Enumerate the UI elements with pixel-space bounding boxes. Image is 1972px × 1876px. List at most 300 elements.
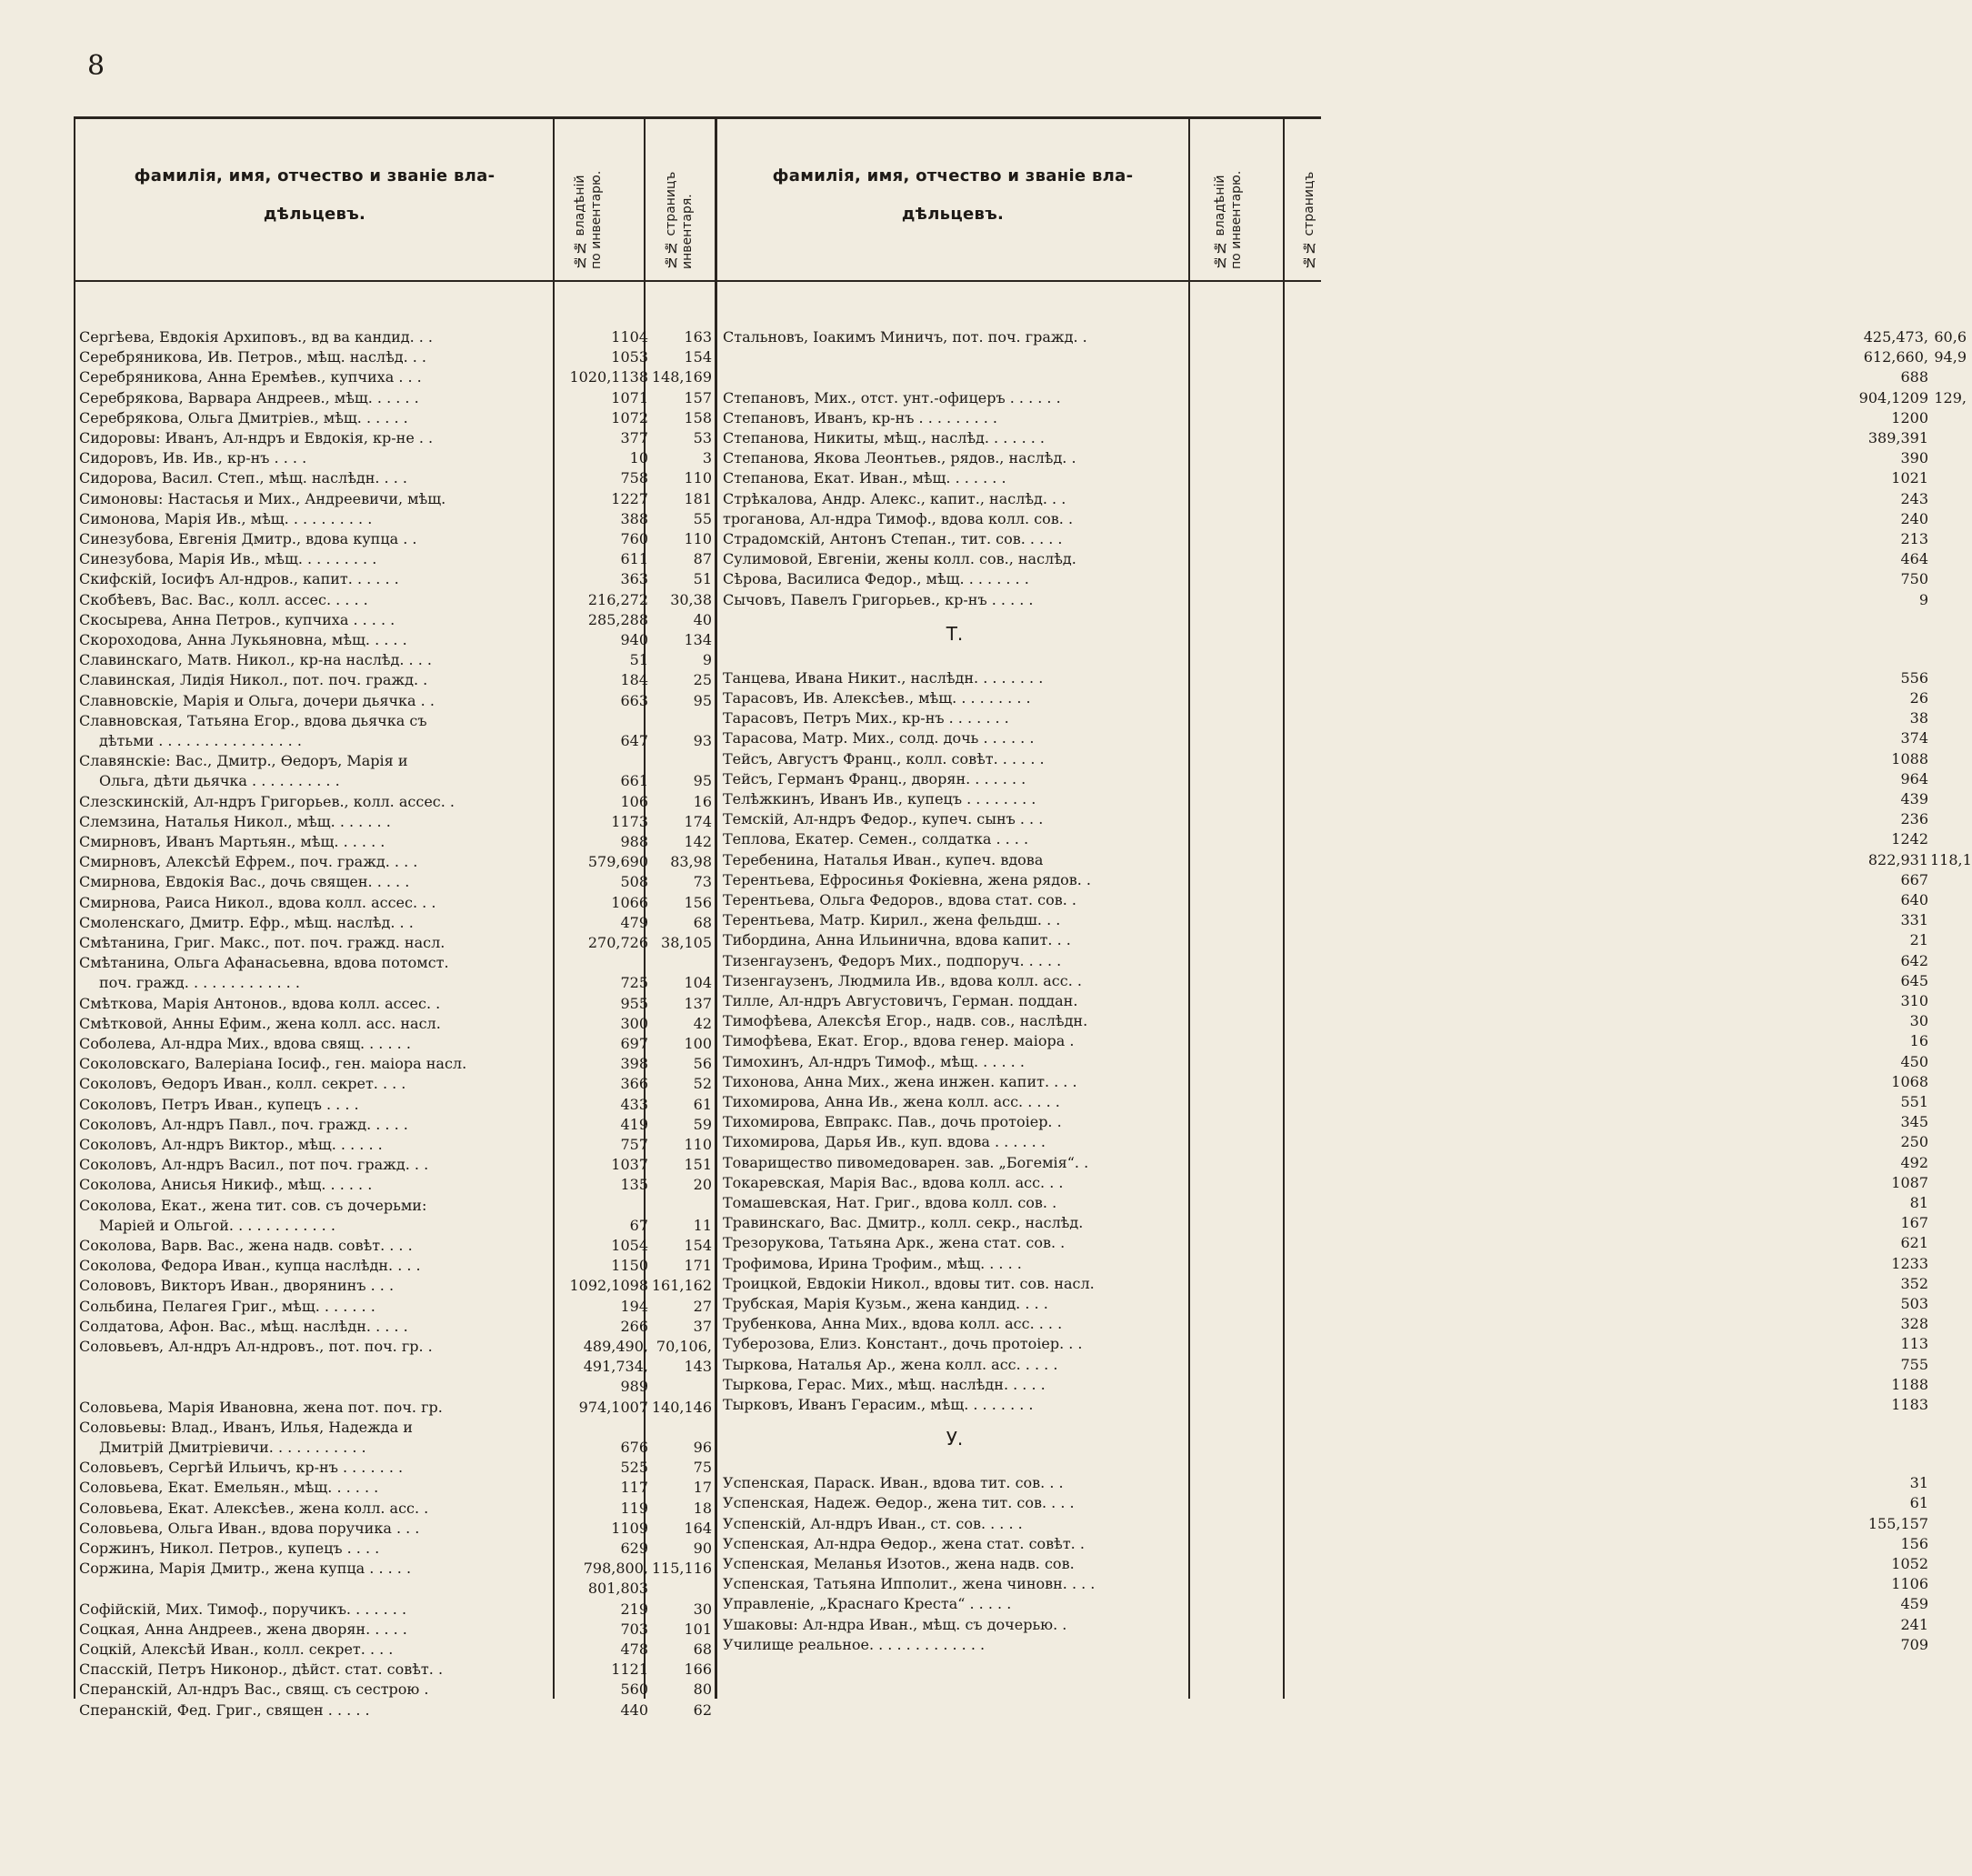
owner-name: Сулимовой, Евгеніи, жены колл. сов., наслѣд. [723, 550, 1076, 568]
inventory-number: 240 [1900, 509, 1928, 527]
inventory-number: 61 [1909, 1494, 1928, 1512]
inventory-number: 398 [620, 1055, 648, 1073]
owner-row [79, 1034, 712, 1054]
owner-name: Смирнова, Евдокія Вас., дочь священ. . . . . [79, 873, 410, 891]
inventory-number: 1200 [1891, 408, 1928, 426]
owner-name: Маріей и Ольгой. . . . . . . . . . . . [99, 1216, 335, 1234]
owner-row [723, 1274, 1928, 1294]
owner-name: Тейсъ, Августъ Франц., колл. совѣт. . . . . . [723, 749, 1045, 767]
inventory-number: 352 [1900, 1274, 1928, 1292]
inventory-number: 1066 [611, 893, 648, 911]
inventory-number: 1052 [1891, 1555, 1928, 1572]
inventory-number: 647 [620, 732, 648, 749]
owner-name: Соцкая, Анна Андреев., жена дворян. . . . . [79, 1620, 407, 1638]
owner-row [79, 428, 712, 448]
owner-name: Степанова, Никиты, мѣщ., наслѣд. . . . . . . [723, 429, 1045, 446]
owner-row [723, 1052, 1928, 1072]
owner-name: Сѣрова, Василиса Федор., мѣщ. . . . . . . . [723, 570, 1029, 588]
inventory-number: 725 [620, 974, 648, 992]
owner-name: Соколовъ, Петръ Иван., купецъ . . . . [79, 1095, 359, 1113]
inventory-number: 491,734, [583, 1358, 648, 1376]
owner-name: Успенская, Ал-ндра Ѳедор., жена стат. совѣт. . [723, 1534, 1085, 1552]
owner-row [79, 1135, 712, 1155]
owner-name: Солдатова, Афон. Вас., мѣщ. наслѣдн. . . . . [79, 1317, 408, 1335]
inventory-number: 26 [1909, 689, 1928, 707]
inventory-number: 9 [1918, 590, 1928, 608]
inventory-page: 154 [684, 1237, 712, 1254]
inventory-number: 31 [1909, 1474, 1928, 1492]
owner-name: Симоновы: Настасья и Мих., Андреевичи, мѣщ. [79, 489, 446, 507]
inventory-number: 1233 [1891, 1254, 1928, 1272]
owner-row [79, 872, 712, 892]
inventory-page: 164 [684, 1519, 712, 1537]
inventory-number: 243 [1900, 489, 1928, 507]
inventory-page: 30 [693, 1600, 712, 1618]
owner-row [79, 408, 712, 428]
inventory-number: 1068 [1891, 1072, 1928, 1090]
inventory-number: 213 [1900, 530, 1928, 547]
owner-row [79, 1519, 712, 1539]
inventory-number: 1053 [611, 348, 648, 366]
owner-row [79, 1377, 712, 1397]
inventory-number: 16 [1909, 1032, 1928, 1050]
inventory-number: 757 [620, 1136, 648, 1153]
inventory-number: 640 [1900, 891, 1928, 908]
owner-row [723, 569, 1928, 589]
owner-name: Трубенкова, Анна Мих., вдова колл. асс. . . . [723, 1315, 1063, 1333]
owner-row [79, 1579, 712, 1599]
inventory-page: 62 [693, 1700, 712, 1719]
owner-name: Спасскій, Петръ Никонор., дѣйст. стат. совѣт. . [79, 1660, 444, 1679]
owner-name: Ушаковы: Ал-ндра Иван., мѣщ. съ дочерью. . [723, 1615, 1067, 1633]
inventory-page: 20 [693, 1176, 712, 1194]
inventory-number: 310 [1900, 992, 1928, 1009]
inventory-number: 119 [620, 1499, 648, 1517]
owner-row [723, 1254, 1928, 1274]
inventory-page: 40 [693, 610, 712, 628]
owner-row [79, 1680, 712, 1700]
owner-row [79, 994, 712, 1014]
owner-row [723, 749, 1928, 769]
inventory-page: 140,146 [651, 1398, 712, 1416]
inventory-page: 3 [702, 449, 712, 467]
inventory-number: 525 [620, 1459, 648, 1477]
inventory-page: 11 [693, 1216, 712, 1234]
inventory-number: 106 [620, 792, 648, 810]
inventory-number: 425,473, [1863, 328, 1928, 346]
owner-row [723, 529, 1928, 549]
owner-name: Солововъ, Викторъ Иван., дворянинъ . . . [79, 1277, 395, 1295]
inventory-number: 216,272 [587, 590, 648, 608]
owner-row [723, 327, 1967, 347]
inventory-number: 389,391 [1867, 429, 1928, 446]
inventory-page: 110 [684, 469, 712, 487]
owner-name: Телѣжкинъ, Иванъ Ив., купецъ . . . . . . . . [723, 790, 1036, 808]
owner-name: Училище реальное. . . . . . . . . . . . . [723, 1635, 986, 1653]
inventory-number: 250 [1900, 1133, 1928, 1151]
owner-row [723, 428, 1928, 448]
owner-name: Тихонова, Анна Мих., жена инжен. капит. . . . [723, 1072, 1077, 1090]
owner-name: Соцкій, Алексѣй Иван., колл. секрет. . . . [79, 1640, 394, 1658]
owner-row [723, 829, 1928, 849]
inventory-page: 110 [684, 530, 712, 547]
inventory-number: 904,1209 [1858, 388, 1928, 406]
owner-row [723, 1493, 1928, 1513]
inventory-page: 171 [684, 1257, 712, 1275]
inventory-number: 135 [620, 1176, 648, 1194]
owner-row [723, 870, 1928, 890]
rule-mid [715, 116, 717, 1699]
owner-name: Сперанскій, Ал-ндръ Вас., свящ. съ сестрою . [79, 1680, 429, 1699]
inventory-number: 1227 [611, 489, 648, 507]
owner-row [79, 933, 712, 953]
owner-row [79, 1418, 712, 1438]
inventory-number: 988 [620, 833, 648, 850]
inventory-number: 661 [620, 772, 648, 790]
owner-row [723, 1334, 1928, 1354]
owner-row [79, 448, 712, 468]
inventory-number: 1020,1138 [569, 368, 648, 386]
inventory-page: 95 [693, 772, 712, 790]
owner-row [79, 812, 712, 832]
inventory-number: 676 [620, 1439, 648, 1456]
owner-row [723, 367, 1928, 387]
owner-row [723, 890, 1928, 910]
inventory-number: 703 [620, 1620, 648, 1638]
owner-row [723, 1112, 1928, 1132]
owner-name: Тизенгаузенъ, Федоръ Мих., подпоруч. . . . . [723, 951, 1062, 969]
owner-name: Трофимова, Ирина Трофим., мѣщ. . . . . [723, 1254, 1022, 1272]
owner-name: Соржинъ, Никол. Петров., купецъ . . . . [79, 1540, 380, 1557]
inventory-number: 433 [620, 1095, 648, 1113]
owner-name: Терентьева, Ефросинья Фокіевна, жена рядов. . [723, 870, 1091, 888]
owner-name: Смирновъ, Иванъ Мартьян., мѣщ. . . . . . [79, 833, 385, 850]
inventory-number: 390 [1900, 449, 1928, 467]
inventory-page: 154 [684, 348, 712, 366]
inventory-number: 621 [1900, 1234, 1928, 1252]
owner-row [723, 1554, 1928, 1574]
inventory-number: 440 [620, 1700, 648, 1719]
owner-name: Тизенгаузенъ, Людмила Ив., вдова колл. асс. . [723, 971, 1082, 989]
inventory-number: 1092,1098 [569, 1277, 648, 1295]
owner-row [79, 489, 712, 509]
inventory-number: 374 [1900, 729, 1928, 747]
owner-row [79, 711, 712, 731]
owner-name: Смѣткова, Марія Антонов., вдова колл. ассес. . [79, 994, 441, 1012]
inventory-page: 115,116 [651, 1560, 712, 1578]
owner-name: Серебрякова, Варвара Андреев., мѣщ. . . . . . [79, 388, 419, 406]
owner-name: Успенская, Меланья Изотов., жена надв. сов. [723, 1555, 1075, 1572]
inventory-page: 18 [693, 1499, 712, 1517]
inventory-number: 10 [629, 449, 648, 467]
owner-row [723, 971, 1928, 991]
inventory-page: 17 [693, 1479, 712, 1497]
owner-row [79, 529, 712, 549]
inventory-number: 1109 [611, 1519, 648, 1537]
header-rule [74, 280, 1321, 282]
owner-name: Дмитрій Дмитріевичи. . . . . . . . . . . [99, 1439, 366, 1456]
owner-name: Соколовъ, Ал-ндръ Павл., поч. гражд. . . . . [79, 1115, 408, 1133]
inventory-page: 181 [684, 489, 712, 507]
owner-row [723, 468, 1928, 488]
owner-row [79, 347, 712, 367]
inventory-page: 104 [684, 974, 712, 992]
owner-row [79, 1458, 712, 1478]
owner-row [723, 509, 1928, 529]
inventory-number: 236 [1900, 810, 1928, 828]
owner-row [723, 590, 1928, 610]
inventory-page: 55 [693, 509, 712, 527]
inventory-page: 52 [693, 1075, 712, 1093]
owner-row [79, 691, 712, 711]
inventory-page: 158 [684, 408, 712, 426]
owner-name: Софійскій, Мих. Тимоф., поручикъ. . . . . . . [79, 1600, 407, 1618]
inventory-page: 134 [684, 631, 712, 648]
inventory-page: 38,105 [661, 934, 712, 951]
inventory-number: 113 [1900, 1335, 1928, 1353]
inventory-number: 1037 [611, 1156, 648, 1174]
header-inv-right: №№ владѣній по инвентарю. [1213, 170, 1244, 269]
owner-name: Славинская, Лидія Никол., пот. поч. гражд. . [79, 671, 428, 689]
owner-name: Симонова, Марія Ив., мѣщ. . . . . . . . . . [79, 509, 373, 527]
owner-name: Степанова, Якова Леонтьев., рядов., наслѣд. . [723, 449, 1076, 467]
top-rule [74, 116, 1321, 119]
owner-name: Степановъ, Мих., отст. унт.-офицеръ . . . . . . [723, 388, 1061, 406]
inventory-page: 163 [684, 328, 712, 346]
owner-name: Соловьева, Ольга Иван., вдова поручика . . . [79, 1519, 420, 1537]
inventory-number: 551 [1900, 1093, 1928, 1110]
owner-row [79, 509, 712, 529]
owner-row [79, 1256, 712, 1276]
inventory-number: 67 [629, 1216, 648, 1234]
owner-name: Слезскинскій, Ал-ндръ Григорьев., колл. ассес. . [79, 792, 455, 810]
owner-name: Тимохинъ, Ал-ндръ Тимоф., мѣщ. . . . . . [723, 1052, 1025, 1070]
owner-row [79, 590, 712, 610]
owner-row [723, 809, 1928, 829]
inventory-page: 59 [693, 1115, 712, 1133]
owner-row [79, 1297, 712, 1317]
owner-row [723, 1635, 1928, 1655]
inventory-number: 508 [620, 873, 648, 891]
inventory-page: 53 [693, 429, 712, 446]
owner-name: трогановa, Ал-ндра Тимоф., вдова колл. сов. . [723, 509, 1074, 527]
owner-row [723, 728, 1928, 748]
owner-name: Троицкой, Евдокіи Никол., вдовы тит. сов. насл. [723, 1274, 1095, 1292]
owner-name: Тихомирова, Анна Ив., жена колл. асс. . . . . [723, 1093, 1060, 1110]
inventory-page: 56 [693, 1055, 712, 1073]
owner-row [79, 1175, 712, 1195]
owner-name: Серебряникова, Ив. Петров., мѣщ. наслѣд. . . [79, 348, 427, 366]
owner-row [723, 789, 1928, 809]
owner-row [723, 448, 1928, 468]
inventory-number: 478 [620, 1640, 648, 1658]
owner-name: Токаревская, Марія Вас., вдова колл. асс. . . [723, 1173, 1064, 1191]
inventory-number: 697 [620, 1035, 648, 1052]
inventory-number: 81 [1909, 1194, 1928, 1211]
owner-name: Тибордина, Анна Ильинична, вдова капит. . . [723, 931, 1071, 949]
owner-name: Темскій, Ал-ндръ Федор., купеч. сынъ . . . [723, 810, 1044, 828]
owner-name: Тихомирова, Евпракс. Пав., дочь протоіер. . [723, 1113, 1062, 1131]
inventory-number: 459 [1900, 1595, 1928, 1613]
owner-row [723, 1534, 1928, 1554]
owner-row [723, 1092, 1928, 1112]
owner-row [723, 408, 1928, 428]
owner-row [79, 327, 712, 347]
inventory-number: 388 [620, 509, 648, 527]
owner-row [723, 1153, 1928, 1173]
inventory-page: 70,106, [656, 1338, 712, 1355]
inventory-number: 345 [1900, 1113, 1928, 1131]
owner-name: Синезубова, Евгенія Дмитр., вдова купца . . [79, 530, 417, 547]
owner-row [723, 1355, 1928, 1375]
inventory-number: 1021 [1891, 469, 1928, 487]
inventory-number: 667 [1900, 870, 1928, 888]
inventory-page: 42 [693, 1014, 712, 1032]
inventory-page: 75 [693, 1459, 712, 1477]
inventory-number: 629 [620, 1540, 648, 1557]
inventory-page: 68 [693, 913, 712, 931]
owner-row [723, 1294, 1928, 1314]
inventory-number: 1054 [611, 1237, 648, 1254]
owner-row [79, 1700, 712, 1721]
owner-name: Успенская, Параск. Иван., вдова тит. сов. . . [723, 1474, 1064, 1492]
owner-name: Тихомирова, Дарья Ив., куп. вдова . . . . . . [723, 1133, 1046, 1151]
owner-name: Соколова, Екат., жена тит. сов. съ дочерьми: [79, 1196, 427, 1214]
owner-name: Славновская, Татьяна Егор., вдова дьячка съ [79, 711, 427, 729]
owner-row [79, 549, 712, 569]
owner-name: Теребенина, Наталья Иван., купеч. вдова [723, 850, 1044, 868]
inventory-page: 142 [684, 833, 712, 850]
owner-name: Тимофѣева, Екат. Егор., вдова генер. маіора . [723, 1032, 1075, 1050]
inventory-number: 156 [1900, 1534, 1928, 1552]
owner-row [79, 1236, 712, 1256]
inventory-page: 73 [693, 873, 712, 891]
owner-name: Славновскіе, Марія и Ольга, дочери дьячка . . [79, 691, 435, 709]
owner-name: Страдомскій, Антонъ Степан., тит. сов. . . . . [723, 530, 1063, 547]
owner-row [723, 910, 1928, 930]
owner-row [79, 792, 712, 812]
owner-name: Смирнова, Раиса Никол., вдова колл. ассес. . . [79, 893, 436, 911]
owner-name: Тимофѣева, Алексѣя Егор., надв. сов., наслѣдн. [723, 1012, 1088, 1030]
inventory-number: 155,157 [1867, 1514, 1928, 1532]
owner-name: Степановъ, Иванъ, кр-нъ . . . . . . . . . [723, 408, 997, 426]
owner-row [79, 1660, 712, 1680]
inventory-number: 300 [620, 1014, 648, 1032]
owner-row [723, 489, 1928, 509]
owner-row [79, 1074, 712, 1094]
inventory-page: 16 [693, 792, 712, 810]
rule-left-outer [74, 116, 75, 1699]
owner-name: дѣтьми . . . . . . . . . . . . . . . . [99, 732, 302, 749]
inventory-page: 166 [684, 1660, 712, 1679]
owner-name: Соболева, Ал-ндра Мих., вдова свящ. . . . . . [79, 1035, 411, 1052]
owner-row [723, 549, 1928, 569]
inventory-page: 61 [693, 1095, 712, 1113]
owner-name: Серебрякова, Ольга Дмитріев., мѣщ. . . . . . [79, 408, 408, 426]
inventory-number: 955 [620, 994, 648, 1012]
inventory-number: 464 [1900, 550, 1928, 568]
inventory-number: 117 [620, 1479, 648, 1497]
owner-row [723, 1011, 1928, 1031]
owner-row [79, 973, 712, 993]
owner-name: Сидорова, Васил. Степ., мѣщ. наслѣдн. . . . [79, 469, 407, 487]
owner-row [723, 1615, 1928, 1635]
inventory-page: 110 [684, 1136, 712, 1153]
owner-name: Соловьевъ, Сергѣй Ильичъ, кр-нъ . . . . . . . [79, 1459, 404, 1477]
inventory-number: 167 [1900, 1214, 1928, 1232]
owner-row [723, 1072, 1928, 1092]
owner-row [79, 913, 712, 933]
owner-name: Танцева, Ивана Никит., наслѣдн. . . . . . . . [723, 668, 1044, 687]
owner-row [723, 1473, 1928, 1493]
owner-name: Соловьева, Екат. Алексѣев., жена колл. асс. . [79, 1499, 429, 1517]
page-number: 8 [87, 50, 105, 82]
inventory-number: 1121 [611, 1660, 648, 1679]
owner-row [79, 1640, 712, 1660]
inventory-page: 156 [684, 893, 712, 911]
owner-name: Терентьева, Ольга Федоров., вдова стат. сов. . [723, 891, 1076, 908]
inventory-number: 51 [629, 651, 648, 669]
owner-name: Тилле, Ал-ндръ Августовичъ, Герман. поддан. [723, 992, 1078, 1009]
owner-name: Смоленскаго, Дмитр. Ефр., мѣщ. наслѣд. . . [79, 913, 414, 931]
owner-row [79, 1317, 712, 1337]
owner-row [79, 1478, 712, 1498]
owner-row [79, 1357, 712, 1377]
inventory-number: 219 [620, 1600, 648, 1618]
header-name-right: фамилія, имя, отчество и званіе вла- дѣльцевъ. [772, 166, 1134, 224]
owner-row [79, 852, 712, 872]
inventory-page: 151 [684, 1156, 712, 1174]
inventory-number: 377 [620, 429, 648, 446]
owner-row [79, 1539, 712, 1559]
inventory-number: 1183 [1891, 1396, 1928, 1413]
owner-row [79, 832, 712, 852]
inventory-number: 30 [1909, 1012, 1928, 1030]
inventory-number: 709 [1900, 1635, 1928, 1653]
inventory-number: 38 [1909, 709, 1928, 727]
inventory-number: 940 [620, 631, 648, 648]
owner-name: Степанова, Екат. Иван., мѣщ. . . . . . . [723, 469, 1006, 487]
inventory-number: 241 [1900, 1615, 1928, 1633]
inventory-page: 143 [684, 1358, 712, 1376]
owner-row [723, 1395, 1928, 1415]
owner-row [723, 1031, 1928, 1051]
inventory-page: 137 [684, 994, 712, 1012]
inventory-number: 760 [620, 530, 648, 547]
owner-name: Успенскій, Ал-ндръ Иван., ст. сов. . . . . [723, 1514, 1023, 1532]
owner-row [79, 1196, 712, 1216]
inventory-number: 642 [1900, 951, 1928, 969]
inventory-number: 645 [1900, 971, 1928, 989]
inventory-number: 1106 [1891, 1575, 1928, 1593]
inventory-page: 80 [693, 1680, 712, 1699]
owner-name: Терентьева, Матр. Кирил., жена фельдш. . . [723, 911, 1061, 929]
owner-row [79, 953, 712, 973]
inventory-number: 366 [620, 1075, 648, 1093]
owner-row [79, 569, 712, 589]
owner-name: Сольбина, Пелагея Григ., мѣщ. . . . . . . [79, 1297, 375, 1315]
owner-name: Скороходова, Анна Лукьяновна, мѣщ. . . . . [79, 631, 407, 648]
inventory-number: 1104 [611, 328, 648, 346]
inventory-number: 1242 [1891, 830, 1928, 848]
owner-row [79, 650, 712, 670]
owner-row [723, 1132, 1928, 1152]
header-pages-left: №№ страницъ инвентаря. [664, 171, 695, 269]
owner-row [79, 388, 712, 408]
owner-name: Сперанскій, Фед. Григ., священ . . . . . [79, 1700, 370, 1719]
inventory-number: 1150 [611, 1257, 648, 1275]
inventory-number: 1173 [611, 812, 648, 830]
